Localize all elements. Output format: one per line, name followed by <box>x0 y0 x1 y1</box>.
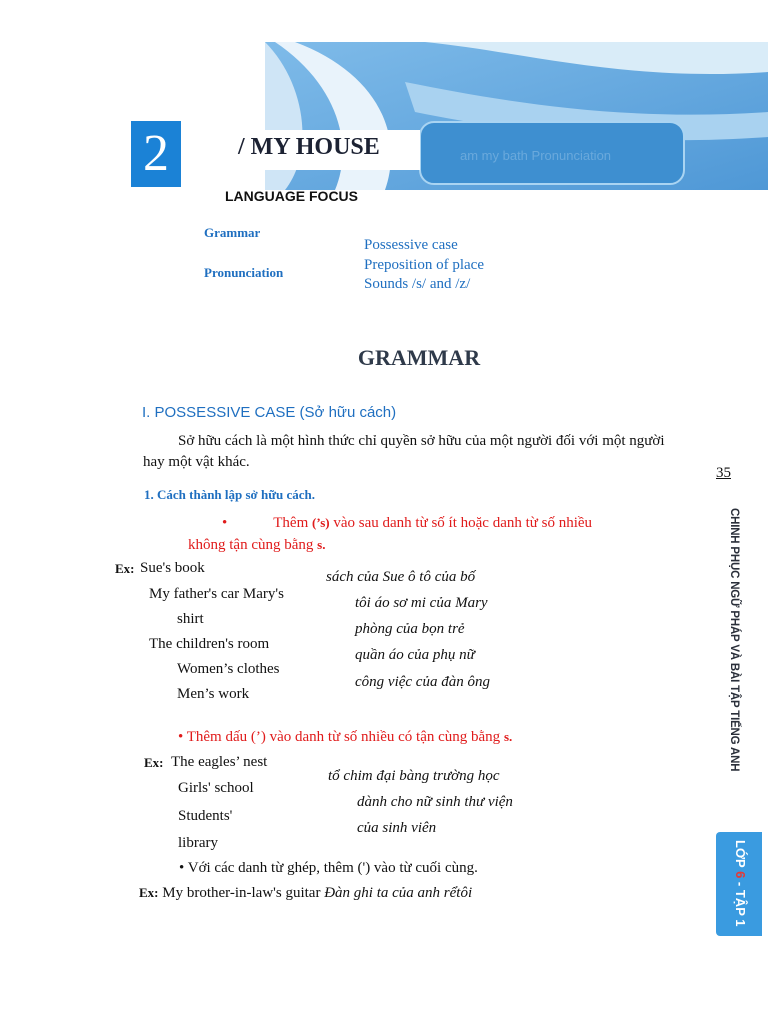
section-title: I. POSSESSIVE CASE (Sở hữu cách) <box>142 404 397 421</box>
example-1-en-0: Sue's book <box>140 560 205 576</box>
example-1-vi-0: sách của Sue ô tô của bố <box>326 569 476 585</box>
grade-tab-b: - TẬP 1 <box>733 878 748 927</box>
example-3-vi: Đàn ghi ta của anh rểtôi <box>324 885 473 901</box>
grammar-label: Grammar <box>204 225 261 240</box>
rule-1-s: s. <box>317 537 326 552</box>
example-1-vi-2: phòng của bọn trẻ <box>355 621 465 637</box>
example-2-en-1: Girls' school <box>178 780 254 796</box>
example-1-vi-4: công việc của đàn ông <box>355 674 490 690</box>
example-2-vi-1: dành cho nữ sinh thư viện <box>357 794 513 810</box>
bullet: • <box>222 515 228 531</box>
example-3-en: My brother-in-law's guitar <box>162 885 321 901</box>
focus-item-list <box>364 236 484 295</box>
example-1-en-2: shirt <box>177 611 204 627</box>
focus-item: Preposition of place <box>364 256 484 273</box>
grade-tab-num: 6 <box>733 871 748 879</box>
page-number: 35 <box>716 465 731 481</box>
rule-1-mark: (’s) <box>312 515 330 530</box>
rule-2-text: • Thêm dấu (’) vào danh từ số nhiều có tận cùng bằng <box>178 729 504 745</box>
language-focus-title: LANGUAGE FOCUS <box>225 188 358 204</box>
example-2-en-0: The eagles’ nest <box>171 754 268 770</box>
example-1-en-3: The children's room <box>149 636 270 652</box>
example-2-vi-0: tổ chim đại bàng trường học <box>328 768 500 784</box>
sub-title: 1. Cách thành lập sở hữu cách. <box>144 487 316 502</box>
book-title-vertical: CHINH PHỤC NGỮ PHÁP VÀ BÀI TẬP TIẾNG ANH <box>728 508 740 772</box>
example-1-label: Ex: <box>115 561 135 576</box>
example-1-en-5: Men’s work <box>177 686 250 702</box>
rule-1-text-b: vào sau danh từ số ít hoặc danh từ số nhiều không tận cùng bằng <box>188 515 593 553</box>
rule-1 <box>188 512 628 556</box>
intro-paragraph: Sở hữu cách là một hình thức chỉ quyền sở hữu của một người đối với một người hay một vật khác. <box>143 433 665 470</box>
example-2-vi-2: của sinh viên <box>357 820 437 836</box>
unit-number-badge: 2 <box>131 121 181 187</box>
grade-tab <box>716 832 762 936</box>
banner-faint-text: am my bath Pronunciation <box>460 148 612 163</box>
example-2-en-2: Students' <box>178 808 233 824</box>
example-3 <box>139 885 472 902</box>
example-2-en-3: library <box>178 835 218 851</box>
pronunciation-label: Pronunciation <box>204 265 284 280</box>
unit-title: / MY HOUSE <box>238 134 380 160</box>
example-1-vi-1: tôi áo sơ mi của Mary <box>355 595 488 611</box>
example-1-en-4: Women’s clothes <box>177 661 280 677</box>
grade-tab-a: LỚP <box>733 840 748 872</box>
focus-item: Sounds /s/ and /z/ <box>364 276 471 292</box>
rule-2-s: s. <box>503 729 513 744</box>
rule-1-text-a: Thêm <box>273 515 313 531</box>
example-1-vi-3: quần áo của phụ nữ <box>355 647 475 663</box>
rule-2 <box>178 729 512 746</box>
focus-item: Possessive case <box>364 237 458 253</box>
grammar-heading: GRAMMAR <box>357 345 481 370</box>
example-1-en-1: My father's car Mary's <box>149 586 284 602</box>
rule-3: • Với các danh từ ghép, thêm (') vào từ cuối cùng. <box>179 860 478 876</box>
example-2-label: Ex: <box>144 755 164 770</box>
example-3-label: Ex: <box>139 885 159 900</box>
